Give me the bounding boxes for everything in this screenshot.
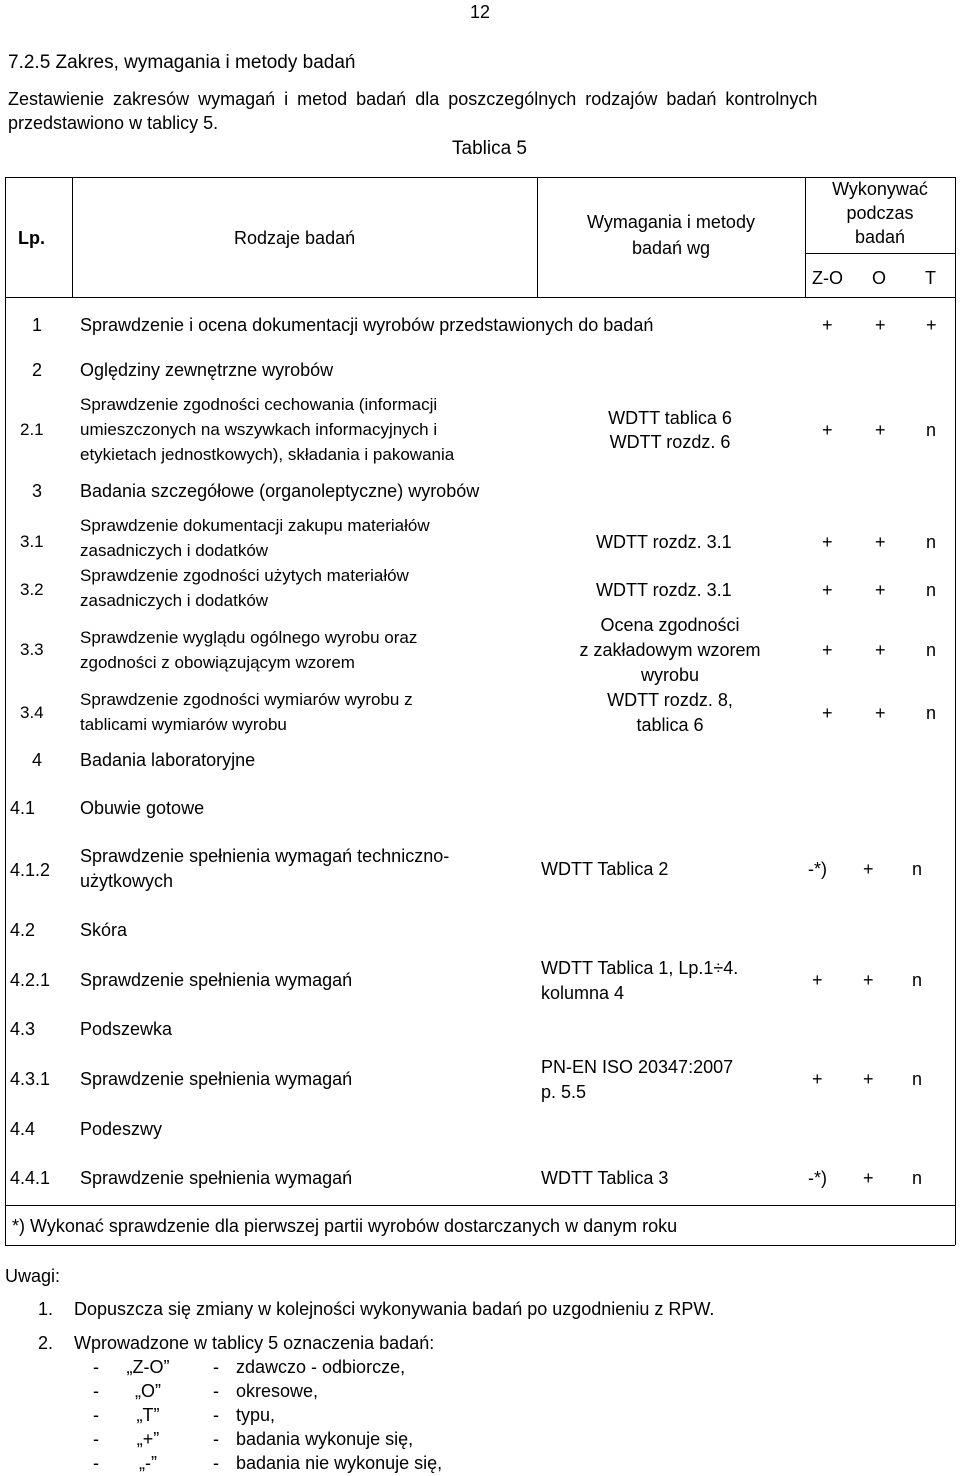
row-lp: 4.1.2 bbox=[10, 860, 51, 880]
row-lp: 3.4 bbox=[20, 703, 44, 722]
row-name: Obuwie gotowe bbox=[80, 798, 205, 818]
mark-zo: -*) bbox=[808, 859, 827, 879]
note-1-number: 1. bbox=[38, 1299, 54, 1319]
row-name: Podszewka bbox=[80, 1019, 173, 1039]
row-lp: 1 bbox=[32, 315, 43, 335]
row-lp: 3.1 bbox=[20, 532, 44, 551]
header-requirements-line1: Wymagania i metody bbox=[587, 212, 755, 232]
note-1-text: Dopuszcza się zmiany w kolejności wykonywania badań po uzgodnieniu z RPW. bbox=[74, 1299, 715, 1319]
row-name-line1: Sprawdzenie zgodności użytych materiałów bbox=[80, 566, 409, 585]
legend-dash: - bbox=[93, 1429, 99, 1449]
legend-code: „T” bbox=[136, 1405, 160, 1425]
table-title: Tablica 5 bbox=[452, 138, 527, 159]
row-name-line2: zasadniczych i dodatków bbox=[80, 591, 269, 610]
row-name: Skóra bbox=[80, 920, 128, 940]
mark-o: + bbox=[863, 1069, 874, 1089]
row-name: Sprawdzenie spełnienia wymagań bbox=[80, 1168, 353, 1188]
page-number: 12 bbox=[470, 2, 491, 22]
row-name: Oględziny zewnętrzne wyrobów bbox=[80, 360, 334, 380]
header-types: Rodzaje badań bbox=[234, 228, 356, 248]
legend-dash: - bbox=[93, 1405, 99, 1425]
row-name-line2: tablicami wymiarów wyrobu bbox=[80, 715, 287, 734]
row-requirement: WDTT Tablica 2 bbox=[541, 859, 669, 879]
mark-zo: + bbox=[822, 640, 833, 660]
mark-t: n bbox=[912, 1168, 923, 1188]
mark-t: n bbox=[926, 640, 937, 660]
row-name-line2: użytkowych bbox=[80, 871, 174, 891]
mark-o: + bbox=[875, 315, 886, 335]
row-lp: 2 bbox=[32, 360, 43, 380]
mark-o: + bbox=[863, 1168, 874, 1188]
mark-zo: + bbox=[822, 703, 833, 723]
mark-t: n bbox=[912, 970, 923, 990]
mark-t: n bbox=[926, 703, 937, 723]
mark-zo: + bbox=[822, 315, 833, 335]
row-requirement: WDTT rozdz. 3.1 bbox=[596, 532, 732, 552]
header-requirements-line2: badań wg bbox=[631, 238, 711, 258]
note-2-number: 2. bbox=[38, 1333, 54, 1353]
row-name: Badania laboratoryjne bbox=[80, 750, 256, 770]
mark-o: + bbox=[863, 859, 874, 879]
section-title: 7.2.5 Zakres, wymagania i metody badań bbox=[8, 52, 356, 73]
mark-o: + bbox=[875, 532, 886, 552]
mark-o: + bbox=[875, 640, 886, 660]
row-lp: 2.1 bbox=[20, 420, 44, 439]
legend-code: „-” bbox=[139, 1453, 157, 1473]
row-lp: 3 bbox=[32, 481, 43, 501]
legend-separator: - bbox=[213, 1405, 219, 1425]
legend-dash: - bbox=[93, 1357, 99, 1377]
mark-o: + bbox=[863, 970, 874, 990]
row-name: Badania szczegółowe (organoleptyczne) wyrobów bbox=[80, 481, 480, 501]
row-requirement: WDTT rozdz. 3.1 bbox=[596, 580, 732, 600]
mark-o: + bbox=[875, 703, 886, 723]
row-name: Sprawdzenie spełnienia wymagań bbox=[80, 1069, 353, 1089]
legend-description: okresowe, bbox=[236, 1381, 319, 1401]
legend-description: badania wykonuje się, bbox=[236, 1429, 414, 1449]
row-name: Sprawdzenie spełnienia wymagań bbox=[80, 970, 353, 990]
header-lp: Lp. bbox=[18, 228, 45, 248]
header-o: O bbox=[872, 268, 887, 288]
intro-line-2: przedstawiono w tablicy 5. bbox=[8, 113, 219, 133]
row-requirement-line2: WDTT rozdz. 6 bbox=[609, 432, 731, 452]
row-requirement-line2: p. 5.5 bbox=[541, 1082, 587, 1102]
legend-description: zdawczo - odbiorcze, bbox=[236, 1357, 406, 1377]
legend-dash: - bbox=[93, 1381, 99, 1401]
mark-o: + bbox=[875, 420, 886, 440]
row-requirement-line3: wyrobu bbox=[640, 665, 700, 685]
row-name-line1: Sprawdzenie wyglądu ogólnego wyrobu oraz bbox=[80, 628, 418, 647]
row-lp: 4.4.1 bbox=[10, 1168, 51, 1188]
row-name: Sprawdzenie i ocena dokumentacji wyrobów przedstawionych do badań bbox=[80, 315, 654, 335]
mark-zo: + bbox=[822, 532, 833, 552]
row-name-line1: Sprawdzenie zgodności cechowania (informacji bbox=[80, 395, 438, 414]
mark-t: n bbox=[912, 1069, 923, 1089]
row-requirement-line1: WDTT tablica 6 bbox=[608, 408, 732, 428]
row-requirement-line1: PN-EN ISO 20347:2007 bbox=[541, 1057, 734, 1077]
row-requirement-line1: WDTT Tablica 1, Lp.1÷4. bbox=[541, 958, 739, 978]
row-lp: 4.2.1 bbox=[10, 970, 51, 990]
mark-t: n bbox=[926, 580, 937, 600]
mark-zo: + bbox=[812, 1069, 823, 1089]
row-requirement-line1: Ocena zgodności bbox=[600, 615, 740, 635]
row-lp: 4.3 bbox=[10, 1019, 36, 1039]
row-name-line1: Sprawdzenie zgodności wymiarów wyrobu z bbox=[80, 690, 413, 709]
row-requirement-line2: tablica 6 bbox=[636, 715, 704, 735]
legend-separator: - bbox=[213, 1381, 219, 1401]
row-requirement: WDTT Tablica 3 bbox=[541, 1168, 669, 1188]
mark-t: n bbox=[926, 420, 937, 440]
mark-zo: + bbox=[822, 580, 833, 600]
row-requirement-line1: WDTT rozdz. 8, bbox=[607, 690, 733, 710]
legend-separator: - bbox=[213, 1429, 219, 1449]
row-lp: 4.2 bbox=[10, 920, 36, 940]
row-lp: 4.3.1 bbox=[10, 1069, 51, 1089]
row-name-line2: umieszczonych na wszywkach informacyjnych i bbox=[80, 420, 438, 439]
mark-zo: + bbox=[822, 420, 833, 440]
legend-description: typu, bbox=[236, 1405, 276, 1425]
legend-code: „O” bbox=[135, 1381, 161, 1401]
notes-title: Uwagi: bbox=[5, 1266, 61, 1286]
mark-zo: + bbox=[812, 970, 823, 990]
row-lp: 3.2 bbox=[20, 580, 44, 599]
row-lp: 4.4 bbox=[10, 1119, 36, 1139]
row-requirement-line2: z zakładowym wzorem bbox=[579, 640, 761, 660]
row-name-line2: zgodności z obowiązującym wzorem bbox=[80, 653, 355, 672]
note-2-text: Wprowadzone w tablicy 5 oznaczenia badań: bbox=[74, 1333, 435, 1353]
row-name-line1: Sprawdzenie dokumentacji zakupu materiałów bbox=[80, 516, 430, 535]
mark-t: + bbox=[926, 315, 937, 335]
mark-zo: -*) bbox=[808, 1168, 827, 1188]
legend-description: badania nie wykonuje się, bbox=[236, 1453, 443, 1473]
table-footnote: *) Wykonać sprawdzenie dla pierwszej partii wyrobów dostarczanych w danym roku bbox=[12, 1216, 678, 1236]
row-name-line2: zasadniczych i dodatków bbox=[80, 541, 269, 560]
header-t: T bbox=[925, 268, 936, 288]
legend-separator: - bbox=[213, 1357, 219, 1377]
header-perform-line3: badań bbox=[854, 227, 906, 247]
row-name: Podeszwy bbox=[80, 1119, 163, 1139]
row-lp: 4.1 bbox=[10, 798, 36, 818]
header-perform-line2: podczas bbox=[846, 203, 914, 223]
mark-t: n bbox=[926, 532, 937, 552]
mark-t: n bbox=[912, 859, 923, 879]
row-lp: 4 bbox=[32, 750, 43, 770]
legend-code: „Z-O” bbox=[126, 1357, 170, 1377]
row-name-line1: Sprawdzenie spełnienia wymagań techniczno- bbox=[80, 846, 450, 866]
legend-dash: - bbox=[93, 1453, 99, 1473]
row-name-line3: etykietach jednostkowych), składania i pakowania bbox=[80, 445, 455, 464]
header-zo: Z-O bbox=[812, 268, 843, 288]
row-requirement-line2: kolumna 4 bbox=[541, 983, 625, 1003]
header-perform-line1: Wykonywać bbox=[832, 179, 928, 199]
intro-line-1: Zestawienie zakresów wymagań i metod badań dla poszczególnych rodzajów badań kontrolnych bbox=[8, 89, 818, 109]
legend-separator: - bbox=[213, 1453, 219, 1473]
row-lp: 3.3 bbox=[20, 640, 44, 659]
mark-o: + bbox=[875, 580, 886, 600]
legend-code: „+” bbox=[136, 1429, 160, 1449]
